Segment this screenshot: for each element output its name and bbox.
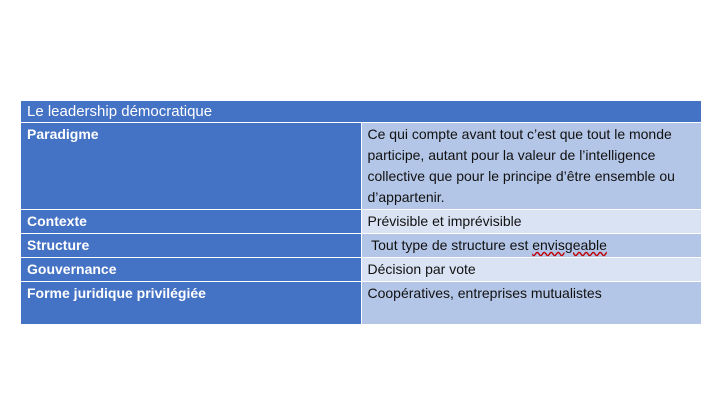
table-row-gouvernance <box>21 258 701 282</box>
misspelled-word: envisgeable <box>532 237 607 253</box>
row-value: Décision par vote <box>361 258 701 282</box>
row-label: Structure <box>21 234 361 258</box>
row-label: Gouvernance <box>21 258 361 282</box>
row-label: Paradigme <box>21 123 361 210</box>
row-value: Prévisible et imprévisible <box>361 210 701 234</box>
table-row-contexte <box>21 210 701 234</box>
table-title: Le leadership démocratique <box>21 101 701 123</box>
table-row-forme-juridique <box>21 282 701 325</box>
leadership-table <box>21 101 701 325</box>
row-value <box>361 234 701 258</box>
row-value-text: Tout type de structure est <box>367 237 533 253</box>
row-label: Forme juridique privilégiée <box>21 282 361 325</box>
row-value: Coopératives, entreprises mutualistes <box>361 282 701 325</box>
row-label: Contexte <box>21 210 361 234</box>
row-value: Ce qui compte avant tout c’est que tout le monde participe, autant pour la valeur de l’intelligence collective que pour le principe d’être ensemble ou d’appartenir. <box>361 123 701 210</box>
table-header-row <box>21 101 701 123</box>
table-row-paradigme <box>21 123 701 210</box>
table-row-structure <box>21 234 701 258</box>
